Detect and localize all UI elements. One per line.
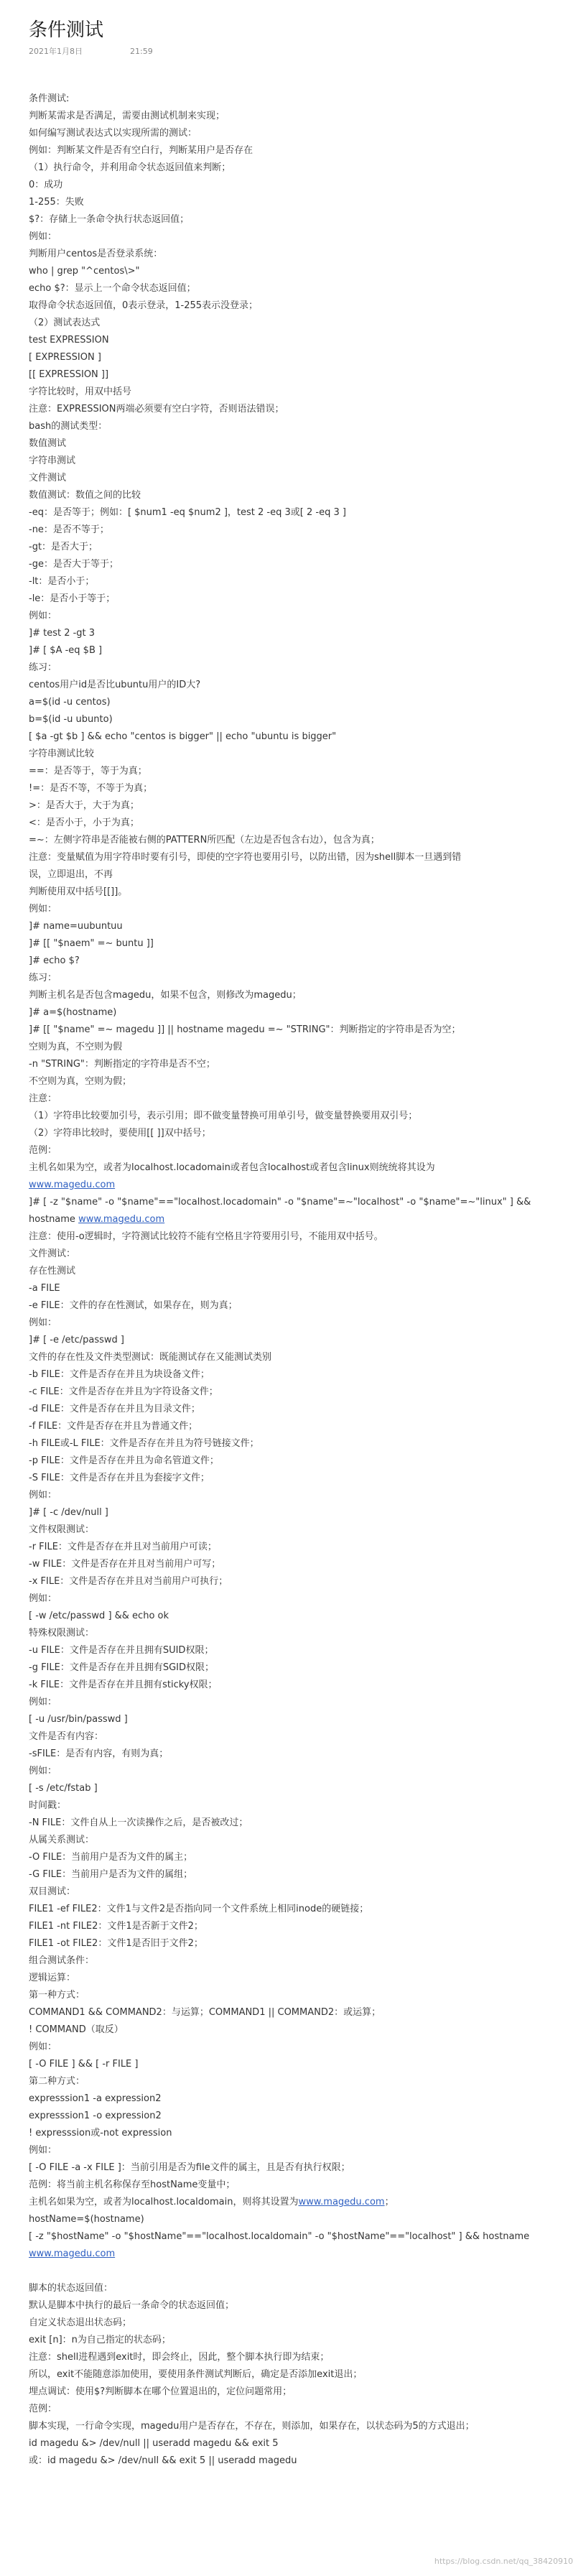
link[interactable]: www.magedu.com xyxy=(29,1180,116,1190)
content-line xyxy=(29,677,557,694)
line-text: [[ EXPRESSION ]] xyxy=(29,369,109,380)
content-line xyxy=(29,763,557,780)
line-text: -lt：是否小于； xyxy=(29,576,95,587)
content-line xyxy=(29,832,557,849)
content-line xyxy=(29,2211,557,2228)
line-text: -f FILE：文件是否存在并且为普通文件； xyxy=(29,1421,198,1432)
content-line xyxy=(29,1521,557,1539)
line-text: 判断主机名是否包含magedu，如果不包含，则修改为magedu； xyxy=(29,990,302,1001)
line-text: 例如： xyxy=(29,1317,57,1328)
line-text: ]# [ -e /etc/passwd ] xyxy=(29,1335,124,1345)
content-line xyxy=(29,1297,557,1315)
content-line xyxy=(29,1849,557,1866)
content-line xyxy=(29,1401,557,1418)
content-line xyxy=(29,228,557,246)
content-line xyxy=(29,2401,557,2418)
line-text: 第二种方式： xyxy=(29,2076,85,2087)
line-text: 第一种方式： xyxy=(29,1990,85,2001)
content-line xyxy=(29,1797,557,1815)
content-line xyxy=(29,2108,557,2125)
content-line xyxy=(29,2246,557,2263)
content-line xyxy=(29,2073,557,2090)
line-text: -sFILE：是否有内容，有则为真； xyxy=(29,1748,169,1759)
line-text: 主机名如果为空，或者为localhost.localdomain，则将其设置为 xyxy=(29,2197,299,2207)
content-line xyxy=(29,2125,557,2142)
link[interactable]: www.magedu.com xyxy=(298,2197,385,2207)
line-text: 文件是否有内容： xyxy=(29,1731,104,1742)
line-text: 例如： xyxy=(29,904,57,914)
line-text: 练习： xyxy=(29,662,57,673)
line-text: !=：是否不等，不等于为真； xyxy=(29,783,153,794)
content-line xyxy=(29,935,557,953)
line-text: [ -O FILE ] && [ -r FILE ] xyxy=(29,2059,139,2070)
content-line xyxy=(29,694,557,711)
content-line xyxy=(29,1815,557,1832)
line-text: =~：左侧字符串是否能被右侧的PATTERN所匹配（左边是否包含右边），包含为真； xyxy=(29,835,380,845)
content-line xyxy=(29,901,557,918)
content-line xyxy=(29,1159,557,1177)
content-line xyxy=(29,108,557,125)
content-line xyxy=(29,1590,557,1608)
content-line xyxy=(29,918,557,935)
line-text: 组合测试条件： xyxy=(29,1955,95,1966)
line-text: -g FILE：文件是否存在并且拥有SGID权限； xyxy=(29,1662,215,1673)
content-line xyxy=(29,1366,557,1384)
content-line xyxy=(29,2039,557,2056)
content-line xyxy=(29,1901,557,1918)
line-text: -x FILE：文件是否存在并且对当前用户可执行； xyxy=(29,1576,228,1587)
content-line xyxy=(29,297,557,315)
line-text: bash的测试类型： xyxy=(29,421,108,432)
line-text: 例如： xyxy=(29,2042,57,2052)
line-text: 空则为真，不空则为假 xyxy=(29,1042,123,1052)
line-text: [ -w /etc/passwd ] && echo ok xyxy=(29,1611,169,1621)
content-line xyxy=(29,866,557,884)
content-line xyxy=(29,1970,557,1987)
article-title: 条件测试 xyxy=(29,19,104,41)
content-line xyxy=(29,1090,557,1108)
content-line xyxy=(29,884,557,901)
content-line xyxy=(29,2435,557,2452)
content-line xyxy=(29,1194,557,1211)
content-line xyxy=(29,1246,557,1263)
line-text: expresssion1 -o expression2 xyxy=(29,2111,162,2121)
content-line xyxy=(29,1470,557,1487)
line-text: ]# a=$(hostname) xyxy=(29,1007,117,1018)
content-line xyxy=(29,1694,557,1711)
line-text: -ne：是否不等于； xyxy=(29,524,109,535)
line-text: COMMAND1 && COMMAND2：与运算；COMMAND1 || COMMAND2：或运算； xyxy=(29,2007,381,2018)
content-line xyxy=(29,1987,557,2004)
line-text: 误，立即退出，不再 xyxy=(29,869,113,880)
line-text: hostname xyxy=(29,1214,79,1225)
line-text: [ -z "$hostName" -o "$hostName"=="localhost.localdomain" -o "$hostName"=="localhost" ] && hostname xyxy=(29,2231,530,2242)
content-line xyxy=(29,2280,557,2297)
content-line xyxy=(29,728,557,746)
content-line xyxy=(29,659,557,677)
content-line xyxy=(29,539,557,556)
content-line xyxy=(29,1108,557,1125)
content-line xyxy=(29,366,557,384)
content-line xyxy=(29,1384,557,1401)
line-text: FILE1 -ef FILE2：文件1与文件2是否指向同一个文件系统上相同inode的硬链接； xyxy=(29,1904,369,1914)
line-text: 数值测试 xyxy=(29,438,67,449)
content-line xyxy=(29,384,557,401)
line-text: 存在性测试 xyxy=(29,1266,76,1277)
watermark: https://blog.csdn.net/qq_38420910 xyxy=(434,2557,573,2566)
content-line xyxy=(29,815,557,832)
content-line xyxy=(29,1228,557,1246)
line-text: -le：是否小于等于； xyxy=(29,593,116,604)
line-text: -r FILE：文件是否存在并且对当前用户可读； xyxy=(29,1542,217,1552)
line-text: -w FILE：文件是否存在并且对当前用户可写； xyxy=(29,1559,221,1570)
content-line xyxy=(29,418,557,435)
content-line xyxy=(29,2297,557,2315)
line-text: exit [n]：n为自己指定的状态码； xyxy=(29,2335,171,2345)
line-text: 例如： xyxy=(29,1697,57,1708)
content-line xyxy=(29,573,557,590)
content-line xyxy=(29,1453,557,1470)
line-text: 文件权限测试： xyxy=(29,1524,95,1535)
line-text: 判断用户centos是否登录系统： xyxy=(29,249,163,259)
content-line xyxy=(29,2263,557,2280)
content-line xyxy=(29,1884,557,1901)
line-text: 所以，exit不能随意添加使用，要使用条件测试判断后，确定是否添加exit退出； xyxy=(29,2369,363,2380)
content-line xyxy=(29,2349,557,2366)
line-text: test EXPRESSION xyxy=(29,335,109,346)
line-text: 取得命令状态返回值，0表示登录，1-255表示没登录； xyxy=(29,300,259,311)
line-text: FILE1 -nt FILE2：文件1是否新于文件2； xyxy=(29,1921,203,1932)
content-line xyxy=(29,315,557,332)
line-text: 字符串测试 xyxy=(29,455,76,466)
article-body xyxy=(29,91,557,2470)
line-text: 脚本实现，一行命令实现，magedu用户是否存在，不存在，则添加，如果存在，以状态码为5的方式退出； xyxy=(29,2421,475,2432)
content-line xyxy=(29,1832,557,1849)
line-text: 例如：判断某文件是否有空白行，判断某用户是否存在 xyxy=(29,145,254,156)
content-line xyxy=(29,797,557,815)
content-line xyxy=(29,401,557,418)
content-line xyxy=(29,642,557,659)
content-line xyxy=(29,332,557,349)
line-text: 注意：变量赋值为用字符串时要有引号，即使的空字符也要用引号，以防出错，因为shell脚本一旦遇到错 xyxy=(29,852,462,863)
line-text: 例如： xyxy=(29,1766,57,1776)
line-text: -n "STRING"：判断指定的字符串是否不空； xyxy=(29,1059,215,1070)
line-text: 例如： xyxy=(29,611,57,621)
content-line xyxy=(29,194,557,211)
content-line xyxy=(29,780,557,797)
line-text: 注意：使用-o逻辑时，字符测试比较符不能有空格且字符要用引号，不能用双中括号。 xyxy=(29,1231,383,1242)
content-line xyxy=(29,1746,557,1763)
line-text: （1）执行命令，并利用命令状态返回值来判断； xyxy=(29,162,231,173)
line-text: ]# echo $? xyxy=(29,955,80,966)
content-line xyxy=(29,1280,557,1297)
content-line xyxy=(29,1125,557,1142)
content-line xyxy=(29,2366,557,2383)
line-text: 自定义状态退出状态码； xyxy=(29,2317,132,2328)
line-text: 条件测试: xyxy=(29,93,70,104)
line-text: 1-255：失败 xyxy=(29,197,84,208)
line-text: -ge：是否大于等于； xyxy=(29,559,118,570)
line-text: 文件的存在性及文件类型测试：既能测试存在又能测试类别 xyxy=(29,1352,272,1363)
line-text: -u FILE：文件是否存在并且拥有SUID权限； xyxy=(29,1645,214,1656)
line-text: 注意：shell进程遇到exit时，即会终止，因此，整个脚本执行即为结束； xyxy=(29,2352,330,2363)
line-text: 特殊权限测试： xyxy=(29,1628,95,1639)
line-text: -G FILE：当前用户是否为文件的属组； xyxy=(29,1869,193,1880)
content-line xyxy=(29,2418,557,2435)
line-text: id magedu &> /dev/null || useradd magedu && exit 5 xyxy=(29,2438,279,2449)
content-line xyxy=(29,280,557,297)
content-line xyxy=(29,1021,557,1039)
content-line xyxy=(29,1659,557,1677)
content-line xyxy=(29,1315,557,1332)
content-line xyxy=(29,349,557,366)
line-text: 例如： xyxy=(29,1490,57,1501)
article-date: 2021年1月8日 xyxy=(29,47,83,56)
content-line xyxy=(29,246,557,263)
content-line xyxy=(29,1504,557,1521)
line-text: expresssion1 -a expression2 xyxy=(29,2093,162,2104)
content-line xyxy=(29,556,557,573)
content-line xyxy=(29,1728,557,1746)
content-line xyxy=(29,1573,557,1590)
content-line xyxy=(29,1935,557,1952)
line-text: 范例：将当前主机名称保存至hostName变量中； xyxy=(29,2179,236,2190)
line-text: centos用户id是否比ubuntu用户的ID大? xyxy=(29,680,201,690)
line-text: （1）字符串比较要加引号，表示引用；即不做变量替换可用单引号，做变量替换要用双引号； xyxy=(29,1111,418,1121)
content-line xyxy=(29,2056,557,2073)
content-line xyxy=(29,1073,557,1090)
line-text: -b FILE：文件是否存在并且为块设备文件； xyxy=(29,1369,210,1380)
line-text: 例如： xyxy=(29,231,57,242)
content-line xyxy=(29,1263,557,1280)
line-text: ]# test 2 -gt 3 xyxy=(29,628,96,639)
article-meta xyxy=(29,46,557,57)
content-line xyxy=(29,1952,557,1970)
content-line xyxy=(29,2021,557,2039)
content-line xyxy=(29,263,557,280)
line-text: ==：是否等于，等于为真； xyxy=(29,766,147,777)
line-text: ]# [[ "$name" =~ magedu ]] || hostname magedu =~ "STRING"：判断指定的字符串是否为空； xyxy=(29,1024,461,1035)
content-line xyxy=(29,1539,557,1556)
line-text: 判断使用双中括号[[]]。 xyxy=(29,886,128,897)
line-text: ]# [ -c /dev/null ] xyxy=(29,1507,108,1518)
line-text: 0：成功 xyxy=(29,180,63,190)
content-line xyxy=(29,2090,557,2108)
line-text: ]# [ $A -eq $B ] xyxy=(29,645,103,656)
content-line xyxy=(29,1625,557,1642)
content-line xyxy=(29,1556,557,1573)
content-line xyxy=(29,142,557,159)
content-line xyxy=(29,522,557,539)
line-text: 主机名如果为空，或者为localhost.locadomain或者包含localhost或者包含linux则统统将其设为 xyxy=(29,1162,435,1173)
line-text: （2）字符串比较时，要使用[[ ]]双中括号； xyxy=(29,1128,211,1139)
line-text: -gt：是否大于； xyxy=(29,542,98,552)
content-line xyxy=(29,2194,557,2211)
line-text: 练习： xyxy=(29,973,57,983)
line-text: [ $a -gt $b ] && echo "centos is bigger" || echo "ubuntu is bigger" xyxy=(29,731,337,742)
line-text: 范例： xyxy=(29,2404,57,2414)
line-text: >：是否大于，大于为真； xyxy=(29,800,139,811)
content-line xyxy=(29,625,557,642)
line-text: 脚本的状态返回值： xyxy=(29,2283,113,2294)
line-text: a=$(id -u centos) xyxy=(29,697,111,708)
content-line xyxy=(29,1642,557,1659)
content-line xyxy=(29,2452,557,2470)
content-line xyxy=(29,970,557,987)
content-line xyxy=(29,1608,557,1625)
content-line xyxy=(29,849,557,866)
line-text: -h FILE或-L FILE：文件是否存在并且为符号链接文件； xyxy=(29,1438,259,1449)
content-line xyxy=(29,504,557,522)
line-text: 判断某需求是否满足，需要由测试机制来实现； xyxy=(29,111,225,121)
line-text-after-link: ； xyxy=(384,2197,394,2207)
line-text: hostName=$(hostname) xyxy=(29,2214,144,2225)
content-line xyxy=(29,1211,557,1228)
line-text: [ -O FILE -a -x FILE ]：当前引用是否为file文件的属主，且是否有执行权限； xyxy=(29,2162,350,2173)
content-line xyxy=(29,1780,557,1797)
line-text: [ -s /etc/fstab ] xyxy=(29,1783,98,1794)
line-text: 字符比较时，用双中括号 xyxy=(29,386,132,397)
content-line xyxy=(29,2004,557,2021)
content-line xyxy=(29,1142,557,1159)
content-line xyxy=(29,1435,557,1453)
content-line xyxy=(29,177,557,194)
content-line xyxy=(29,1349,557,1366)
content-line xyxy=(29,211,557,228)
content-line xyxy=(29,1866,557,1884)
line-text: echo $?：显示上一个命令状态返回值； xyxy=(29,283,196,294)
line-text: 注意：EXPRESSION两端必须要有空白字符，否则语法错误； xyxy=(29,404,284,414)
content-line xyxy=(29,2228,557,2246)
line-text: [ EXPRESSION ] xyxy=(29,352,101,363)
content-line xyxy=(29,2332,557,2349)
line-text: 逻辑运算： xyxy=(29,1973,76,1983)
content-line xyxy=(29,746,557,763)
line-text: （2）测试表达式 xyxy=(29,318,101,328)
content-line xyxy=(29,1918,557,1935)
content-line xyxy=(29,953,557,970)
content-line xyxy=(29,159,557,177)
content-line xyxy=(29,487,557,504)
line-text: 默认是脚本中执行的最后一条命令的状态返回值； xyxy=(29,2300,235,2311)
line-text: 数值测试：数值之间的比较 xyxy=(29,490,141,501)
content-line xyxy=(29,1677,557,1694)
line-text: 注意： xyxy=(29,1093,57,1104)
line-text: -p FILE：文件是否存在并且为命名管道文件； xyxy=(29,1455,219,1466)
content-line xyxy=(29,2315,557,2332)
line-text: 埋点调试：使用$?判断脚本在哪个位置退出的，定位问题常用； xyxy=(29,2386,292,2397)
link[interactable]: www.magedu.com xyxy=(78,1214,165,1225)
content-line xyxy=(29,470,557,487)
content-line xyxy=(29,1004,557,1021)
line-text: -O FILE：当前用户是否为文件的属主； xyxy=(29,1852,193,1863)
content-line xyxy=(29,91,557,108)
link[interactable]: www.magedu.com xyxy=(29,2248,116,2259)
line-text: 从属关系测试： xyxy=(29,1835,95,1845)
line-text: -k FILE：文件是否存在并且拥有sticky权限； xyxy=(29,1680,218,1690)
content-line xyxy=(29,1487,557,1504)
line-text: -a FILE xyxy=(29,1283,60,1294)
line-text: 时间戳： xyxy=(29,1800,67,1811)
content-line xyxy=(29,1418,557,1435)
content-line xyxy=(29,2159,557,2177)
line-text: -S FILE：文件是否存在并且为套接字文件； xyxy=(29,1473,210,1483)
line-text: who | grep "^centos\>" xyxy=(29,266,140,277)
line-text: 字符串测试比较 xyxy=(29,749,95,759)
line-text: FILE1 -ot FILE2：文件1是否旧于文件2； xyxy=(29,1938,203,1949)
line-text: -e FILE：文件的存在性测试，如果存在，则为真； xyxy=(29,1300,238,1311)
content-line xyxy=(29,2142,557,2159)
line-text: 文件测试： xyxy=(29,1248,76,1259)
line-text: 文件测试 xyxy=(29,473,67,483)
line-text: 例如： xyxy=(29,2145,57,2156)
line-text: ]# [ -z "$name" -o "$name"=="localhost.locadomain" -o "$name"=~"localhost" -o "$name"=~"linux" ] && xyxy=(29,1197,531,1208)
content-line xyxy=(29,1332,557,1349)
line-text: -d FILE：文件是否存在并且为目录文件； xyxy=(29,1404,200,1414)
content-line xyxy=(29,711,557,728)
line-text: [ -u /usr/bin/passwd ] xyxy=(29,1714,128,1725)
content-line xyxy=(29,987,557,1004)
content-line xyxy=(29,1056,557,1073)
content-line xyxy=(29,590,557,608)
line-text: ]# name=uubuntuu xyxy=(29,921,123,932)
content-line xyxy=(29,453,557,470)
line-text: 或：id magedu &> /dev/null && exit 5 || useradd magedu xyxy=(29,2455,297,2466)
line-text: <：是否小于，小于为真； xyxy=(29,817,139,828)
content-line xyxy=(29,2383,557,2401)
content-line xyxy=(29,1711,557,1728)
line-text: b=$(id -u ubunto) xyxy=(29,714,113,725)
content-line xyxy=(29,435,557,453)
content-line xyxy=(29,2177,557,2194)
content-line xyxy=(29,1763,557,1780)
line-text: 范例： xyxy=(29,1145,57,1156)
line-text: -c FILE：文件是否存在并且为字符设备文件； xyxy=(29,1386,218,1397)
line-text: -N FILE：文件自从上一次读操作之后，是否被改过； xyxy=(29,1817,248,1828)
line-text: 不空则为真，空则为假； xyxy=(29,1076,132,1087)
line-text: $?：存储上一条命令执行状态返回值； xyxy=(29,214,190,225)
line-text: 如何编写测试表达式以实现所需的测试： xyxy=(29,128,197,139)
line-text: ! COMMAND（取反） xyxy=(29,2024,124,2035)
line-text: -eq：是否等于；例如：[ $num1 -eq $num2 ]，test 2 -eq 3或[ 2 -eq 3 ] xyxy=(29,507,346,518)
line-text: 例如： xyxy=(29,1593,57,1604)
line-text: 双目测试： xyxy=(29,1886,76,1897)
content-line xyxy=(29,608,557,625)
content-line xyxy=(29,1039,557,1056)
line-text: ! expresssion或-not expression xyxy=(29,2128,172,2139)
content-line xyxy=(29,125,557,142)
article-time: 21:59 xyxy=(130,47,153,56)
content-line xyxy=(29,1177,557,1194)
line-text: ]# [[ "$naem" =~ buntu ]] xyxy=(29,938,154,949)
